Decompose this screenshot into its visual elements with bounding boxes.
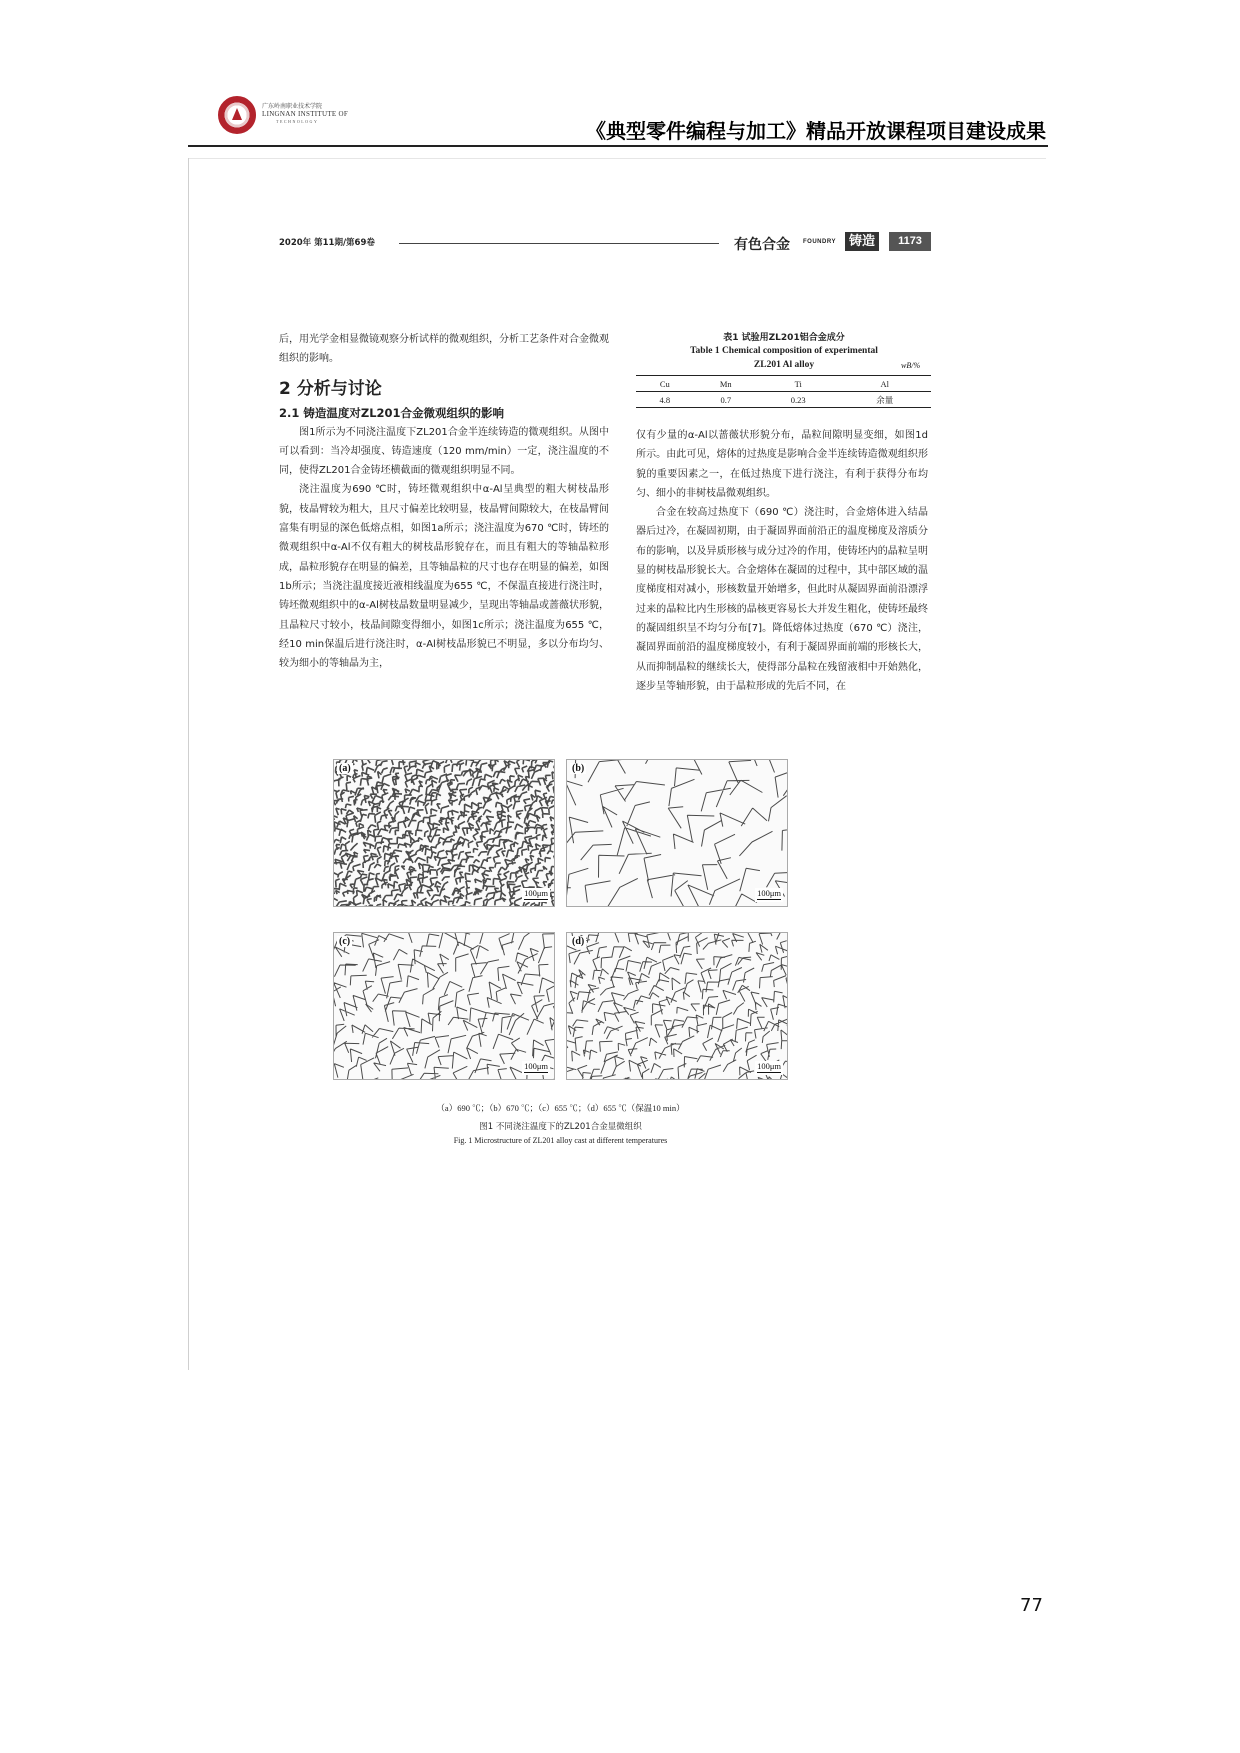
table-caption-en-2: ZL201 Al alloy (753, 360, 815, 370)
table-header-cell: Ti (794, 378, 802, 389)
scale-bar-label: 100μm (757, 1060, 781, 1071)
grain-boundaries (334, 933, 555, 1080)
micrograph-texture (334, 760, 555, 907)
intro-paragraph: 后，用光学金相显微镜观察分析试样的微观组织，分析工艺条件对合金微观组织的影响。 (279, 334, 609, 365)
table-unit: wB/% (901, 361, 921, 370)
grain-boundaries (567, 933, 788, 1080)
journal-issue: 2020年 第11期/第69卷 (279, 238, 375, 248)
scanned-journal-page (188, 158, 1046, 1370)
table-header-cell: Mn (719, 378, 732, 389)
micrograph-texture (567, 760, 788, 907)
table-header-row (636, 376, 931, 392)
micrograph-texture (567, 933, 788, 1080)
body-paragraph: 图1所示为不同浇注温度下ZL201合金半连续铸造的微观组织。从图中可以看到：当冷却强度、铸造速度（120 mm/min）一定，浇注温度的不同，使得ZL201合金铸坯横截面的微观组织明显不同。 (279, 426, 609, 477)
composition-table (636, 375, 931, 408)
header-divider (188, 145, 1048, 147)
micrograph-d (566, 932, 788, 1080)
scale-bar-label: 100μm (524, 1060, 548, 1071)
body-paragraph: 合金在较高过热度下（690 ℃）浇注时，合金熔体进入结晶器后过冷，在凝固初期，由于凝固界面前沿正的温度梯度及溶质分布的影响，以及异质形核与成分过冷的作用，使铸坯内的晶粒呈明显的树枝晶形貌长大。合金熔体在凝固的过程中，其中部区域的温度梯度相对减小，形核数量开始增多，但此时从凝固界面前沿漂浮过来的晶粒比内生形核的晶核更容易长大并发生粗化，使铸坯最终的凝固组织呈不均匀分布[7]。降低熔体过热度（670 ℃）浇注，凝固界面前沿的温度梯度较小，有利于凝固界面前端的形核长大，从而抑制晶粒的继续长大，使得部分晶粒在残留液相中开始熟化，逐步呈等轴形貌，由于晶粒形成的先后不同，在 (636, 507, 928, 692)
figure-conditions: （a）690 ℃；（b）670 ℃；（c）655 ℃；（d）655 ℃（保温10 min） (436, 1103, 685, 1113)
micrograph-texture (334, 933, 555, 1080)
section-heading: 2 分析与讨论 (279, 378, 382, 399)
page-number: 77 (1020, 1595, 1043, 1616)
table-cell: 4.8 (659, 394, 671, 405)
scale-bar (755, 1061, 783, 1076)
left-column (279, 330, 609, 673)
scale-bar (755, 888, 783, 903)
table-cell: 0.23 (790, 394, 806, 405)
table-cell: 余量 (876, 394, 894, 405)
figure-caption-en: Fig. 1 Microstructure of ZL201 alloy cast at different temperatures (453, 1136, 668, 1145)
journal-brand: 铸造 (845, 232, 879, 251)
table-caption-cn: 表1 试验用ZL201铝合金成分 (723, 333, 845, 343)
figure-caption-cn: 图1 不同浇注温度下的ZL201合金显微组织 (479, 1122, 642, 1132)
table-header-cell: Cu (659, 378, 670, 389)
body-paragraph: 仅有少量的α-Al以蔷薇状形貌分布，晶粒间隙明显变细，如图1d所示。由此可见，熔体的过热度是影响合金半连续铸造微观组织形貌的重要因素之一，在低过热度下进行浇注，有利于获得分布均匀、细小的非树枝晶微观组织。 (636, 430, 928, 499)
journal-page-number: 1173 (889, 232, 931, 251)
scale-bar-label: 100μm (524, 887, 548, 898)
micrograph-c (333, 932, 555, 1080)
journal-foundry-label: FOUNDRY (803, 239, 836, 245)
grain-boundaries (567, 760, 788, 907)
panel-label: (a) (339, 763, 351, 774)
right-column (636, 426, 928, 696)
scale-bar (522, 1061, 550, 1076)
panel-label: (d) (572, 936, 585, 947)
micrograph-a (333, 759, 555, 907)
subsection-heading: 2.1 铸造温度对ZL201合金微观组织的影响 (279, 405, 505, 420)
panel-label: (c) (339, 936, 351, 947)
school-name-cn: 广东岭南职业技术学院 (262, 103, 323, 110)
panel-label: (b) (572, 763, 585, 774)
school-name-en-2: TECHNOLOGY (276, 119, 319, 124)
table-row (636, 392, 931, 408)
table-header-cell: Al (880, 378, 890, 389)
school-logo (218, 96, 256, 134)
scale-bar (522, 888, 550, 903)
scale-bar-label: 100μm (757, 887, 781, 898)
course-title: 《典型零件编程与加工》精品开放课程项目建设成果 (586, 119, 1046, 143)
table-caption-en: Table 1 Chemical composition of experimental (690, 346, 878, 356)
journal-section-name: 有色合金 (734, 237, 790, 253)
body-paragraph: 浇注温度为690 ℃时，铸坯微观组织中α-Al呈典型的粗大树枝晶形貌，枝晶臂较为粗大，且尺寸偏差比较明显，枝晶臂间隙较大，在枝晶臂间富集有明显的深色低熔点相，如图1a所示；浇注温度为670 ℃时，铸坯的微观组织中α-Al不仅有粗大的树枝晶形貌存在，而且有粗大的等轴晶粒形成，晶粒形貌存在明显的偏差，且等轴晶粒的尺寸也存在明显的偏差，如图1b所示；当浇注温度接近液相线温度为655 ℃，不保温直接进行浇注时，铸坯微观组织中的α-Al树枝晶数量明显减少，呈现出等轴晶或蔷薇状形貌，且晶粒尺寸较小，枝晶间隙变得细小，如图1c所示；浇注温度为655 ℃，经10 min保温后进行浇注时，α-Al树枝晶形貌已不明显，多以分布均匀、较为细小的等轴晶为主， (279, 484, 609, 670)
school-name-en: LINGNAN INSTITUTE OF (262, 110, 349, 118)
micrograph-b (566, 759, 788, 907)
journal-header-rule (399, 243, 719, 244)
grain-boundaries (334, 760, 555, 907)
table-cell: 0.7 (720, 394, 732, 405)
